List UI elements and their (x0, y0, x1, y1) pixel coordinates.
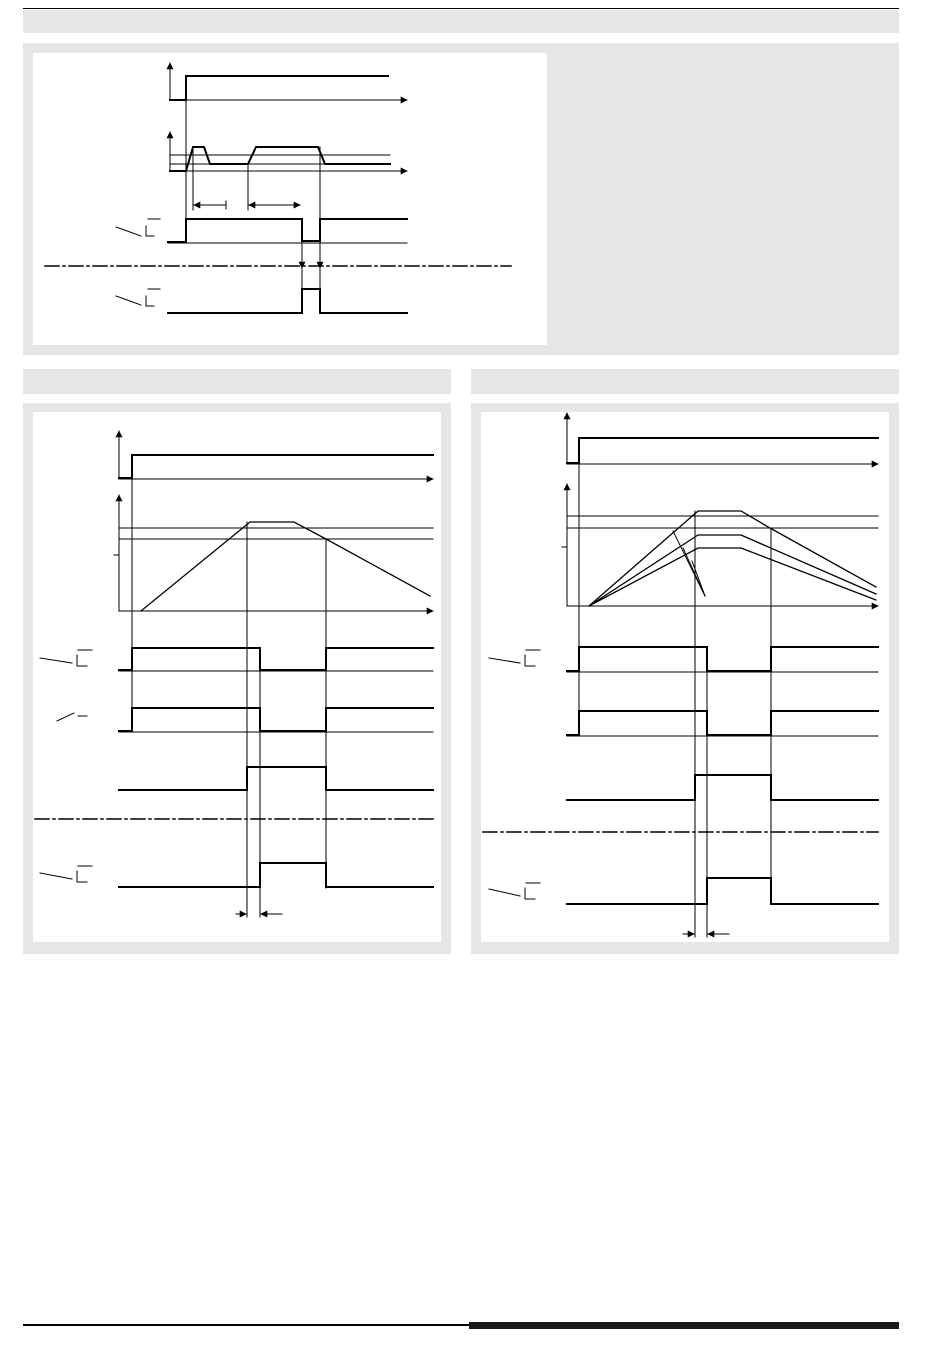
relay-output-c-trace (119, 863, 433, 887)
window-signal-trace (119, 767, 433, 790)
ramp-signals-trace (562, 484, 878, 606)
footer-rule-thick (469, 1322, 899, 1329)
time-guides (579, 438, 771, 937)
relay-output-b-trace (567, 711, 878, 736)
relay-contact-c-symbol (489, 883, 540, 899)
bottom-left-header-bar (23, 369, 451, 394)
supply-voltage-trace (119, 431, 433, 479)
callout-line-3 (692, 561, 705, 596)
relay-output-1-trace (168, 219, 407, 243)
top-section-header-bar (23, 10, 899, 33)
ramp-curve-2 (589, 535, 876, 606)
bottom-left-timing-diagram-svg (33, 412, 441, 942)
relay-contact-b-symbol (57, 713, 87, 721)
relay-output-c-trace (567, 878, 878, 904)
relay-contact-a-symbol (40, 650, 92, 666)
relay-output-2-trace (168, 289, 407, 313)
relay-output-b-trace (119, 708, 433, 732)
supply-voltage-trace (567, 413, 878, 464)
ramp-curve-1 (589, 511, 876, 606)
measured-signal-trace (170, 132, 407, 171)
relay-output-a-trace (119, 648, 433, 671)
bottom-left-timing-diagram (33, 412, 441, 942)
relay-contact-c-symbol (40, 866, 92, 882)
bottom-right-timing-diagram-svg (481, 412, 889, 942)
relay-contact-2-symbol (116, 289, 160, 306)
ramp-signal-trace (114, 495, 433, 611)
relay-contact-a-symbol (489, 650, 540, 666)
page-top-rule (23, 8, 899, 9)
relay-output-a-trace (567, 647, 878, 672)
top-timing-diagram (33, 53, 547, 345)
ramp-curve-3 (589, 548, 876, 606)
window-signal-trace (567, 775, 878, 800)
bottom-right-header-bar (471, 369, 899, 394)
supply-voltage-trace (170, 63, 407, 100)
top-timing-diagram-svg (33, 53, 547, 345)
bottom-right-timing-diagram (481, 412, 889, 942)
time-interval-markers (194, 201, 300, 209)
footer-rule-thin (23, 1324, 469, 1326)
callout-line-2 (683, 548, 705, 596)
time-guides (132, 455, 326, 917)
time-guides (186, 76, 320, 312)
relay-contact-1-symbol (116, 219, 160, 236)
